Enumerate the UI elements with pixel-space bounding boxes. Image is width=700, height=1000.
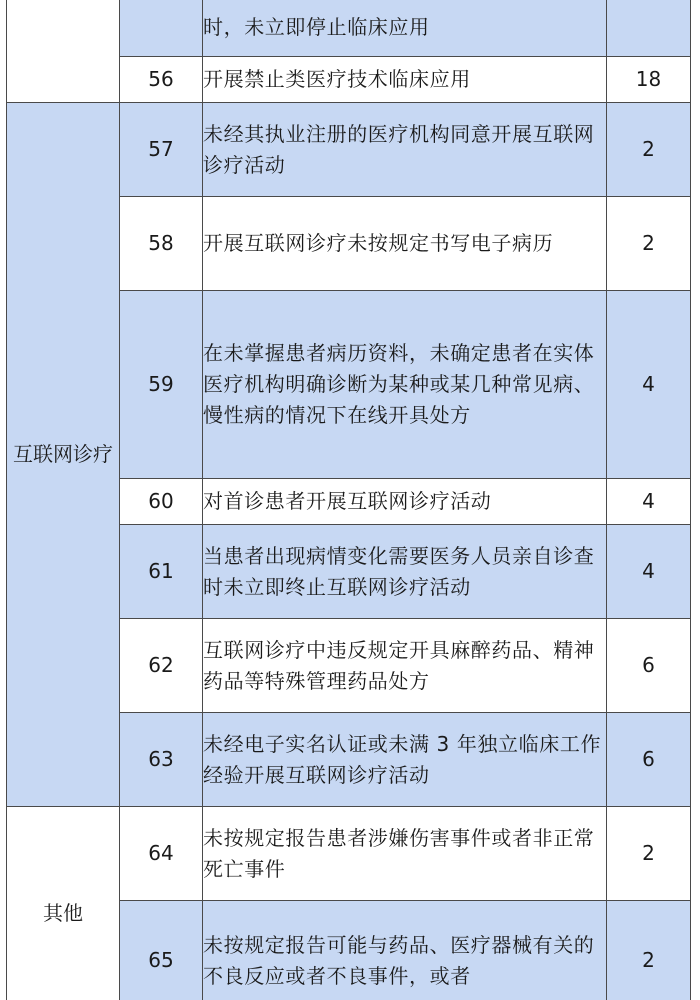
item-number: 58 xyxy=(120,197,203,291)
item-points: 6 xyxy=(607,619,691,713)
item-number: 63 xyxy=(120,713,203,807)
item-points: 18 xyxy=(607,57,691,103)
item-description: 未经其执业注册的医疗机构同意开展互联网诊疗活动 xyxy=(203,103,607,197)
item-description: 对首诊患者开展互联网诊疗活动 xyxy=(203,479,607,525)
item-number: 57 xyxy=(120,103,203,197)
item-number: 61 xyxy=(120,525,203,619)
item-points: 2 xyxy=(607,103,691,197)
item-description: 未按规定报告可能与药品、医疗器械有关的不良反应或者不良事件，或者 xyxy=(203,901,607,1000)
table-row xyxy=(7,103,691,197)
item-description: 当患者出现病情变化需要医务人员亲自诊查时未立即终止互联网诊疗活动 xyxy=(203,525,607,619)
item-number: 59 xyxy=(120,291,203,479)
item-points: 4 xyxy=(607,525,691,619)
category-cell: 互联网诊疗 xyxy=(7,103,120,807)
penalty-table xyxy=(6,0,691,1000)
item-points: 2 xyxy=(607,197,691,291)
item-points: 2 xyxy=(607,901,691,1000)
category-cell xyxy=(7,0,120,103)
item-points: 6 xyxy=(607,713,691,807)
item-number: 65 xyxy=(120,901,203,1000)
item-points: 4 xyxy=(607,291,691,479)
category-cell: 其他 xyxy=(7,807,120,1000)
item-number xyxy=(120,0,203,57)
item-description: 未按规定报告患者涉嫌伤害事件或者非正常死亡事件 xyxy=(203,807,607,901)
item-description: 开展禁止类医疗技术临床应用 xyxy=(203,57,607,103)
item-description: 在未掌握患者病历资料，未确定患者在实体医疗机构明确诊断为某种或某几种常见病、慢性病的情况下在线开具处方 xyxy=(203,291,607,479)
item-points xyxy=(607,0,691,57)
item-number: 60 xyxy=(120,479,203,525)
item-points: 2 xyxy=(607,807,691,901)
table-row xyxy=(7,0,691,57)
item-number: 56 xyxy=(120,57,203,103)
item-description: 互联网诊疗中违反规定开具麻醉药品、精神药品等特殊管理药品处方 xyxy=(203,619,607,713)
item-number: 62 xyxy=(120,619,203,713)
item-description: 时，未立即停止临床应用 xyxy=(203,0,607,57)
item-points: 4 xyxy=(607,479,691,525)
item-description-highlighted: 未经电子实名认证或未满 3 年独立临床工作经验开展互联网诊疗活动 xyxy=(203,713,607,807)
table-row xyxy=(7,807,691,901)
item-number: 64 xyxy=(120,807,203,901)
item-description: 开展互联网诊疗未按规定书写电子病历 xyxy=(203,197,607,291)
